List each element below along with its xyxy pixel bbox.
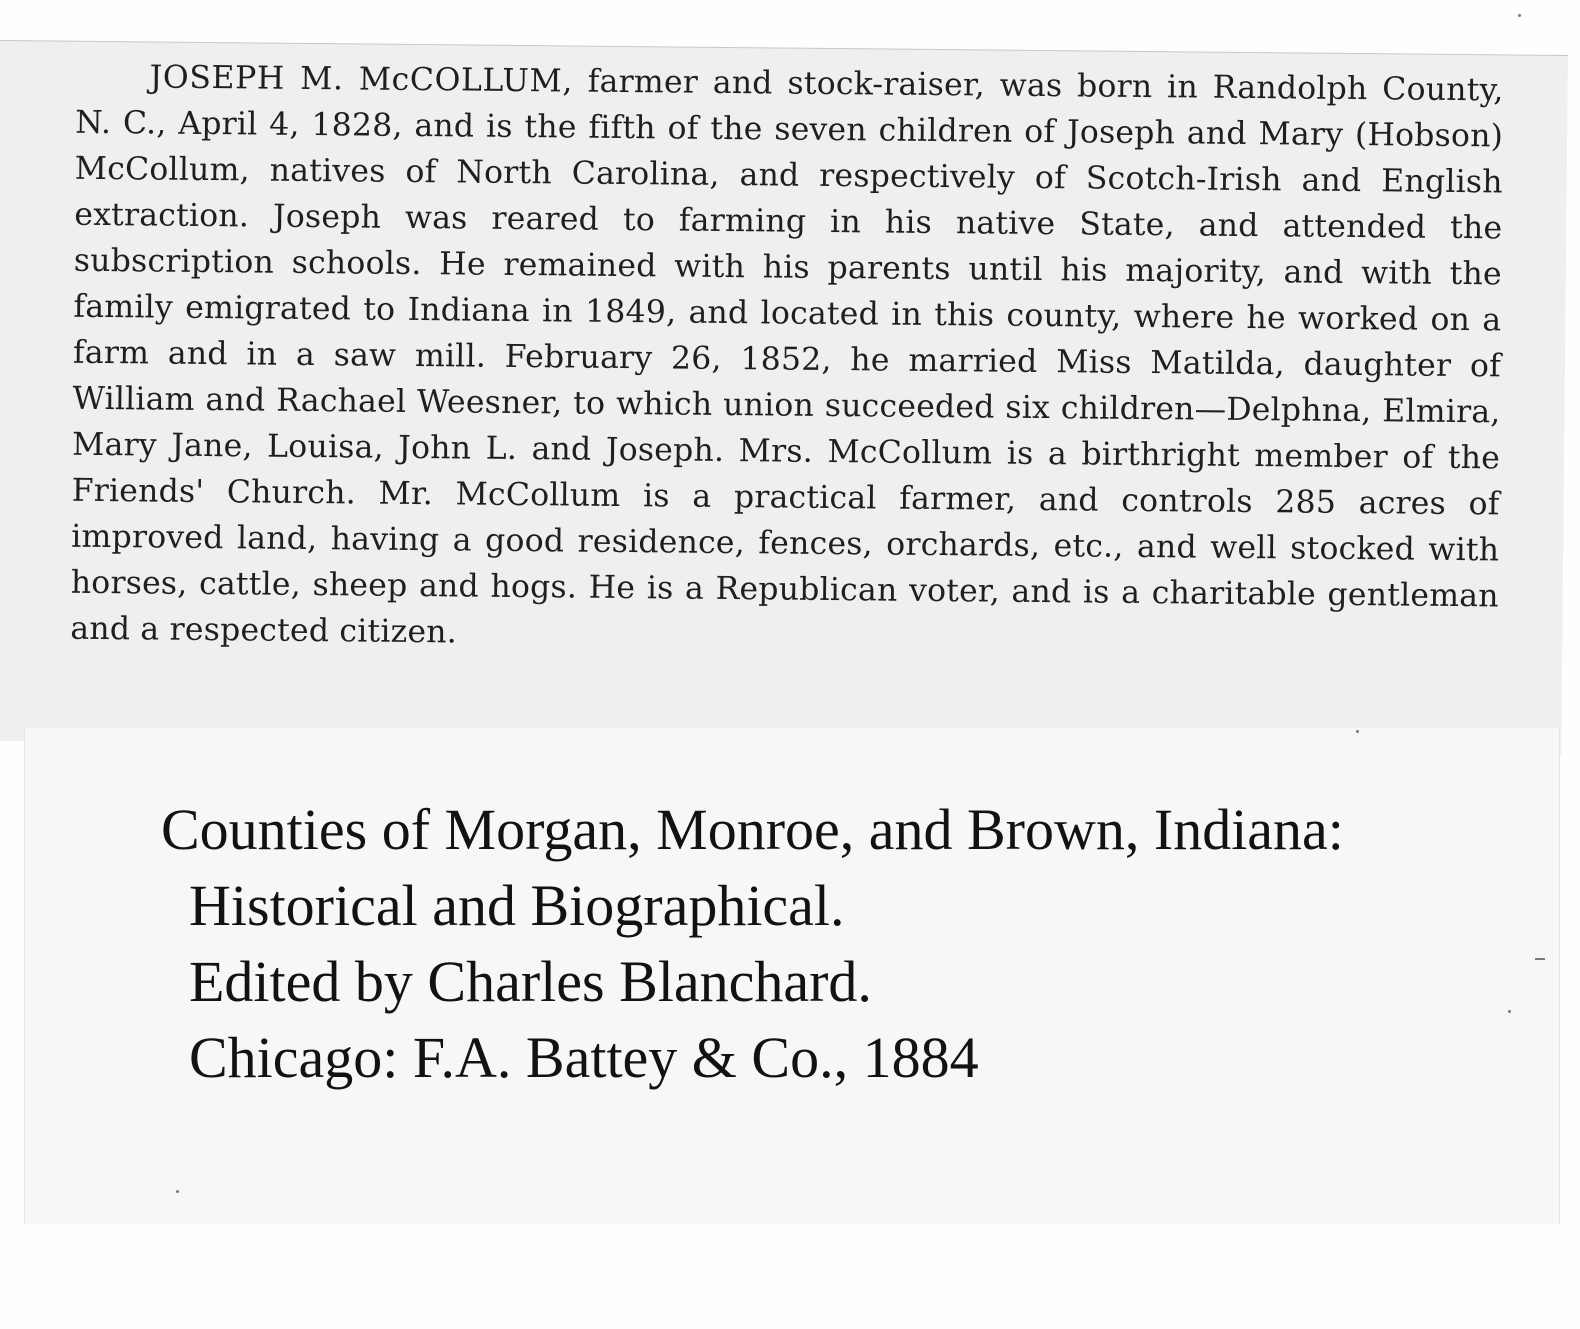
citation-title: Counties of Morgan, Monroe, and Brown, Indiana: bbox=[161, 797, 1344, 862]
scan-speck bbox=[176, 1190, 179, 1193]
scan-speck bbox=[1356, 730, 1359, 733]
citation-subtitle: Historical and Biographical. bbox=[189, 873, 845, 938]
biography-body: farmer and stock-raiser, was born in Randolph County, N. C., April 4, 1828, and is the fifth of the seven children of Joseph and Mary (Hobson) McCollum, natives of North Carolina, and respectively of Scotch-Irish and English extraction. Joseph was reared to farming in his native State, and attended the subscription schools. He remained with his parents until his majority, and with the family emigrated to Indiana in 1849, and located in this county, where he worked on a farm and in a saw mill. February 26, 1852, he married Miss Matilda, daughter of William and Rachael Weesner, to which union succeeded six children—Delphna, Elmira, Mary Jane, Louisa, John L. and Joseph. Mrs. McCollum is a birthright member of the Friends' Church. Mr. McCollum is a practical farmer, and controls 285 acres of improved land, having a good residence, fences, orchards, etc., and well stocked with horses, cattle, sheep and hogs. He is a Republican voter, and is a charitable gentleman and a respected citizen. bbox=[70, 63, 1504, 651]
scan-speck bbox=[1518, 14, 1521, 17]
newspaper-clipping bbox=[0, 40, 1568, 756]
biography-paragraph bbox=[70, 54, 1504, 666]
scan-speck bbox=[1508, 1010, 1511, 1013]
source-citation bbox=[161, 792, 1344, 1096]
citation-publisher: Chicago: F.A. Battey & Co., 1884 bbox=[189, 1025, 979, 1090]
scan-speck bbox=[1535, 958, 1545, 960]
citation-editor: Edited by Charles Blanchard. bbox=[189, 949, 872, 1014]
citation-paper bbox=[24, 728, 1560, 1224]
biography-name: JOSEPH M. McCOLLUM, bbox=[149, 59, 574, 100]
